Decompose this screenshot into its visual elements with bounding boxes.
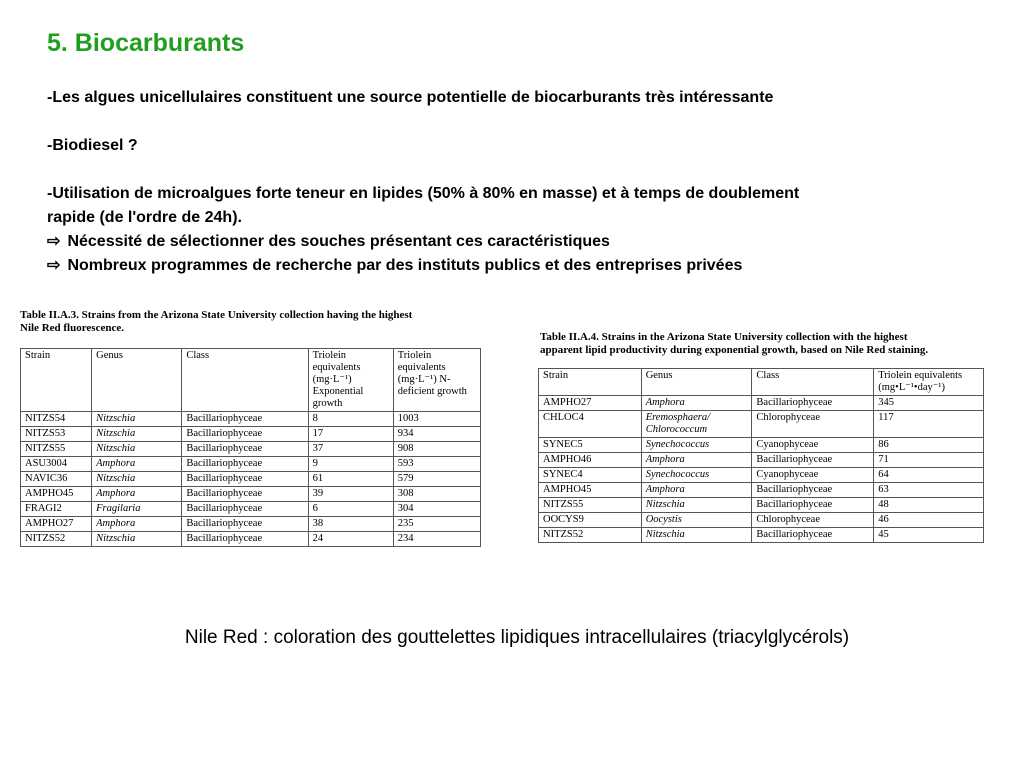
table-cell: ASU3004 — [21, 457, 92, 472]
table-row — [21, 532, 481, 547]
table-cell: 48 — [874, 498, 984, 513]
table-cell: Nitzschia — [92, 472, 182, 487]
table-cell: Eremosphaera/ Chlorococcum — [641, 411, 752, 438]
table-cell: 64 — [874, 468, 984, 483]
table-row — [539, 438, 984, 453]
table1-header-class: Class — [182, 349, 308, 412]
table1-header-genus: Genus — [92, 349, 182, 412]
table-cell: Nitzschia — [641, 528, 752, 543]
table-row — [539, 483, 984, 498]
table-cell: 304 — [393, 502, 480, 517]
table1-header-n-deficient: Triolein equivalents (mg·L⁻¹) N-deficient growth — [393, 349, 480, 412]
table-row — [539, 528, 984, 543]
table-row — [539, 453, 984, 468]
bullet-algues: -Les algues unicellulaires constituent une source potentielle de biocarburants très intéressante — [47, 89, 774, 106]
table-cell: Nitzschia — [92, 427, 182, 442]
table-cell: Bacillariophyceae — [752, 453, 874, 468]
table1-header-exponential: Triolein equivalents (mg·L⁻¹) Exponential growth — [308, 349, 393, 412]
table-cell: 38 — [308, 517, 393, 532]
table-cell: Nitzschia — [92, 532, 182, 547]
table-cell: NAVIC36 — [21, 472, 92, 487]
table-row — [539, 396, 984, 411]
table-row — [539, 498, 984, 513]
table-cell: 1003 — [393, 412, 480, 427]
table1-caption-line2: Nile Red fluorescence. — [20, 322, 124, 334]
table-cell: 86 — [874, 438, 984, 453]
table-cell: AMPHO27 — [539, 396, 642, 411]
table-cell: Amphora — [92, 517, 182, 532]
table-cell: NITZS52 — [539, 528, 642, 543]
table-cell: Bacillariophyceae — [182, 457, 308, 472]
table-cell: NITZS55 — [539, 498, 642, 513]
table-cell: 117 — [874, 411, 984, 438]
table-cell: 235 — [393, 517, 480, 532]
table1-caption — [20, 309, 412, 335]
table2-header-productivity: Triolein equivalents (mg•L⁻¹•day⁻¹) — [874, 369, 984, 396]
table-cell: Nitzschia — [641, 498, 752, 513]
table-cell: 9 — [308, 457, 393, 472]
table2-header-class: Class — [752, 369, 874, 396]
table-cell: Amphora — [641, 396, 752, 411]
table1-header-row — [21, 349, 481, 412]
bullet-programmes-text: Nombreux programmes de recherche par des instituts publics et des entreprises privées — [67, 257, 743, 274]
table-cell: Oocystis — [641, 513, 752, 528]
slide-title: 5. Biocarburants — [47, 29, 245, 57]
table-cell: Bacillariophyceae — [182, 532, 308, 547]
table-cell: OOCYS9 — [539, 513, 642, 528]
table-row — [21, 487, 481, 502]
table2-header-row — [539, 369, 984, 396]
table-row — [21, 442, 481, 457]
bullet-programmes — [47, 254, 742, 278]
table-cell: Fragilaria — [92, 502, 182, 517]
table-cell: Bacillariophyceae — [182, 442, 308, 457]
table-cell: Cyanophyceae — [752, 438, 874, 453]
table-row — [539, 513, 984, 528]
table-cell: NITZS55 — [21, 442, 92, 457]
bullet-microalgues-line2: rapide (de l'ordre de 24h). — [47, 209, 242, 226]
table-cell: Bacillariophyceae — [752, 396, 874, 411]
bullet-selection-text: Nécessité de sélectionner des souches présentant ces caractéristiques — [67, 233, 610, 250]
table-cell: 593 — [393, 457, 480, 472]
table-cell: Bacillariophyceae — [752, 528, 874, 543]
table-cell: Amphora — [641, 483, 752, 498]
table2-header-genus: Genus — [641, 369, 752, 396]
table-cell: SYNEC4 — [539, 468, 642, 483]
table-row — [21, 412, 481, 427]
nile-red-note: Nile Red : coloration des gouttelettes lipidiques intracellulaires (triacylglycérols) — [184, 627, 850, 648]
table1-caption-line1: Table II.A.3. Strains from the Arizona State University collection having the highest — [20, 309, 413, 321]
table-cell: NITZS52 — [21, 532, 92, 547]
table-cell: 63 — [874, 483, 984, 498]
table-cell: Bacillariophyceae — [182, 412, 308, 427]
table-cell: Nitzschia — [92, 442, 182, 457]
arrow-right-icon: ⇨ — [47, 257, 61, 274]
table-cell: NITZS53 — [21, 427, 92, 442]
table2-header-strain: Strain — [539, 369, 642, 396]
table-cell: Nitzschia — [92, 412, 182, 427]
table-cell: 934 — [393, 427, 480, 442]
table-cell: AMPHO45 — [539, 483, 642, 498]
table-cell: 345 — [874, 396, 984, 411]
table-cell: CHLOC4 — [539, 411, 642, 438]
table-cell: Bacillariophyceae — [182, 472, 308, 487]
table-cell: AMPHO46 — [539, 453, 642, 468]
table-cell: Bacillariophyceae — [182, 427, 308, 442]
table-cell: 234 — [393, 532, 480, 547]
table-cell: 39 — [308, 487, 393, 502]
table-cell: FRAGI2 — [21, 502, 92, 517]
table1-header-strain: Strain — [21, 349, 92, 412]
table-cell: 71 — [874, 453, 984, 468]
table-row — [21, 472, 481, 487]
table-cell: Chlorophyceae — [752, 513, 874, 528]
table-nile-red-fluorescence — [20, 348, 481, 547]
table-cell: Bacillariophyceae — [752, 498, 874, 513]
table-cell: 308 — [393, 487, 480, 502]
table-cell: Amphora — [92, 487, 182, 502]
table-cell: 24 — [308, 532, 393, 547]
table-lipid-productivity — [538, 368, 984, 543]
table-cell: Cyanophyceae — [752, 468, 874, 483]
table-cell: Bacillariophyceae — [182, 502, 308, 517]
table-cell: 6 — [308, 502, 393, 517]
table-row — [21, 517, 481, 532]
table-cell: 45 — [874, 528, 984, 543]
bullet-microalgues-line1: -Utilisation de microalgues forte teneur en lipides (50% à 80% en masse) et à temps de doublement — [47, 185, 800, 202]
table-row — [539, 411, 984, 438]
table-cell: NITZS54 — [21, 412, 92, 427]
table-cell: 8 — [308, 412, 393, 427]
table2-caption — [540, 331, 928, 357]
table-cell: Synechococcus — [641, 468, 752, 483]
table-cell: 908 — [393, 442, 480, 457]
table-cell: 579 — [393, 472, 480, 487]
bullet-biodiesel: -Biodiesel ? — [47, 137, 138, 154]
table-row — [21, 502, 481, 517]
table-cell: 46 — [874, 513, 984, 528]
table-cell: Synechococcus — [641, 438, 752, 453]
table-cell: 61 — [308, 472, 393, 487]
table-cell: 37 — [308, 442, 393, 457]
table-row — [21, 427, 481, 442]
table-cell: Amphora — [641, 453, 752, 468]
table-cell: Bacillariophyceae — [182, 517, 308, 532]
table-cell: 17 — [308, 427, 393, 442]
table2-caption-line2: apparent lipid productivity during exponential growth, based on Nile Red staining. — [540, 344, 929, 356]
table-cell: AMPHO27 — [21, 517, 92, 532]
table-cell: Chlorophyceae — [752, 411, 874, 438]
arrow-right-icon: ⇨ — [47, 233, 61, 250]
table-cell: Bacillariophyceae — [182, 487, 308, 502]
table2-caption-line1: Table II.A.4. Strains in the Arizona State University collection with the highest — [540, 331, 908, 343]
table-cell: Amphora — [92, 457, 182, 472]
table-row — [21, 457, 481, 472]
table-cell: SYNEC5 — [539, 438, 642, 453]
table-row — [539, 468, 984, 483]
bullet-selection — [47, 230, 610, 254]
table-cell: AMPHO45 — [21, 487, 92, 502]
table-cell: Bacillariophyceae — [752, 483, 874, 498]
